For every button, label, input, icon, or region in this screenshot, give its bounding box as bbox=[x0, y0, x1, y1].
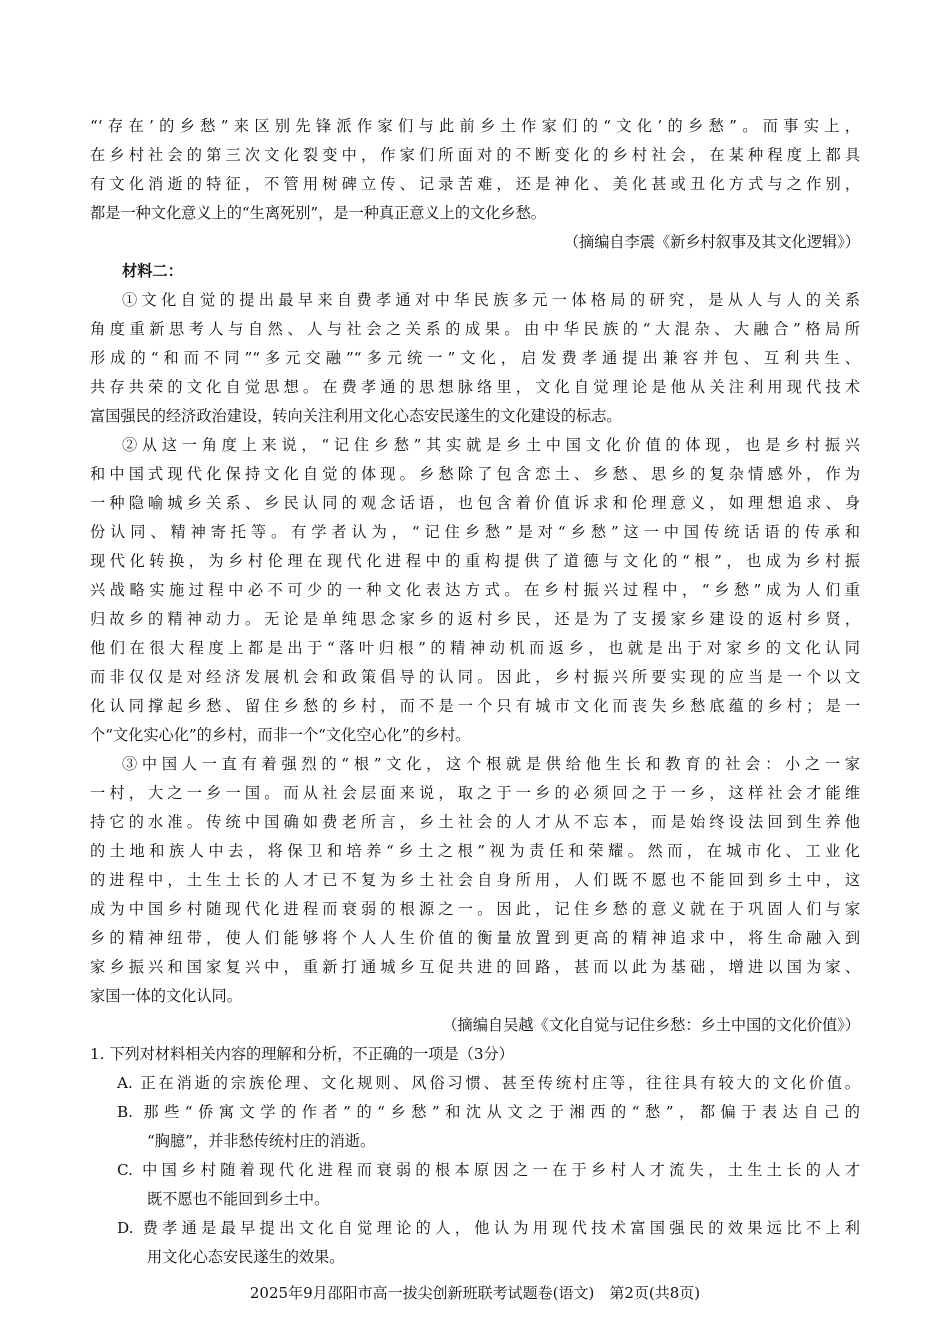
page-footer: 2025年9月邵阳市高一拔尖创新班联考试题卷(语文) 第2页(共8页) bbox=[249, 1284, 701, 1302]
option-d-continuation: 用文化心态安民遂生的效果。 bbox=[147, 1248, 345, 1266]
option-a: A. 正在消逝的宗族伦理、文化规则、风俗习惯、甚至传统村庄等，往往具有较大的文化价值。 bbox=[117, 1074, 860, 1092]
paragraph-3-line: 持它的水准。传统中国确如费老所言，乡土社会的人才从不忘本，而是始终设法回到生养他 bbox=[90, 813, 860, 831]
paragraph-1-line: 形成的“和而不同”“多元交融”“多元统一”文化，启发费孝通提出兼容并包、互利共生、 bbox=[90, 349, 860, 367]
citation-2: （摘编自吴越《文化自觉与记住乡愁：乡土中国的文化价值》） bbox=[442, 1016, 860, 1034]
paragraph-2-line: 现代化转换，为乡村伦理在现代化进程中的重构提供了道德与文化的“根”，也成为乡村振 bbox=[90, 552, 860, 570]
intro-line: 在乡村社会的第三次文化裂变中，作家们所面对的不断变化的乡村社会，在某种程度上都具 bbox=[90, 146, 860, 164]
intro-line: 有文化消逝的特征，不管用树碑立传、记录苦难，还是神化、美化甚或丑化方式与之作别， bbox=[90, 175, 860, 193]
paragraph-2-line: 个“文化实心化”的乡村，而非一个“文化空心化”的乡村。 bbox=[90, 726, 471, 744]
intro-line: “‘存在’的乡愁”来区别先锋派作家们与此前乡土作家们的“文化’的乡愁”。而事实上， bbox=[90, 117, 860, 135]
option-b-continuation: “胸臆”，并非愁传统村庄的消逝。 bbox=[147, 1132, 376, 1150]
paragraph-3-line: 家乡振兴和国家复兴中，重新打通城乡互促共进的回路，甚而以此为基础，增进以国为家、 bbox=[90, 958, 860, 976]
paragraph-2-line: 化认同撑起乡愁、留住乡愁的乡村，而不是一个只有城市文化而丧失乡愁底蕴的乡村；是一 bbox=[90, 697, 860, 715]
paragraph-1-line: ①文化自觉的提出最早来自费孝通对中华民族多元一体格局的研究，是从人与人的关系 bbox=[122, 291, 860, 309]
paragraph-3-line: 一村，大之一乡一国。而从社会层面来说，取之于一乡的必须回之于一乡，这样社会才能维 bbox=[90, 784, 860, 802]
question-stem: 1. 下列对材料相关内容的理解和分析，不正确的一项是（3分） bbox=[90, 1045, 514, 1063]
paragraph-3-line: 乡的精神纽带，使人们能够将个人人生价值的衡量放置到更高的精神追求中，将生命融入到 bbox=[90, 929, 860, 947]
paragraph-2-line: 兴战略实施过程中必不可少的一种文化表达方式。在乡村振兴过程中，“乡愁”成为人们重 bbox=[90, 581, 860, 599]
paragraph-2-line: 归故乡的精神动力。无论是单纯思念家乡的返村乡民，还是为了支援家乡建设的返村乡贤， bbox=[90, 610, 860, 628]
paragraph-3-line: 的土地和族人中去，将保卫和培养“乡土之根”视为责任和荣耀。然而，在城市化、工业化 bbox=[90, 842, 860, 860]
option-b: B. 那些“侨寓文学的作者”的“乡愁”和沈从文之于湘西的“愁”，都偏于表达自己的 bbox=[117, 1103, 860, 1121]
option-c-continuation: 既不愿也不能回到乡土中。 bbox=[147, 1190, 330, 1208]
material-2-heading: 材料二： bbox=[122, 262, 183, 280]
intro-line: 都是一种文化意义上的“生离死别”，是一种真正意义上的文化乡愁。 bbox=[90, 204, 546, 222]
option-c: C. 中国乡村随着现代化进程而衰弱的根本原因之一在于乡村人才流失，土生土长的人才 bbox=[117, 1161, 860, 1179]
paragraph-3-line: 成为中国乡村随现代化进程而衰弱的根源之一。因此，记住乡愁的意义就在于巩固人们与家 bbox=[90, 900, 860, 918]
option-d: D. 费孝通是最早提出文化自觉理论的人，他认为用现代技术富国强民的效果远比不上利 bbox=[117, 1219, 860, 1237]
paragraph-1-line: 角度重新思考人与自然、人与社会之关系的成果。由中华民族的“大混杂、大融合”格局所 bbox=[90, 320, 860, 338]
paragraph-2-line: 份认同、精神寄托等。有学者认为，“记住乡愁”是对“乡愁”这一中国传统话语的传承和 bbox=[90, 523, 860, 541]
paragraph-2-line: 一种隐喻城乡关系、乡民认同的观念话语，也包含着价值诉求和伦理意义，如理想追求、身 bbox=[90, 494, 860, 512]
paragraph-2-line: 和中国式现代化保持文化自觉的体现。乡愁除了包含恋土、乡愁、思乡的复杂情感外，作为 bbox=[90, 465, 860, 483]
paragraph-2-line: ②从这一角度上来说，“记住乡愁”其实就是乡土中国文化价值的体现，也是乡村振兴 bbox=[122, 436, 860, 454]
paragraph-3-line: 的进程中，土生土长的人才已不复为乡土社会自身所用，人们既不愿也不能回到乡土中，这 bbox=[90, 871, 860, 889]
paragraph-1-line: 共存共荣的文化自觉思想。在费孝通的思想脉络里，文化自觉理论是他从关注利用现代技术 bbox=[90, 378, 860, 396]
citation-1: （摘编自李震《新乡村叙事及其文化逻辑》） bbox=[563, 233, 860, 251]
paragraph-2-line: 而非仅仅是对经济发展机会和政策倡导的认同。因此，乡村振兴所要实现的应当是一个以文 bbox=[90, 668, 860, 686]
paragraph-1-line: 富国强民的经济政治建设，转向关注利用文化心态安民遂生的文化建设的标志。 bbox=[90, 407, 622, 425]
paragraph-3-line: 家国一体的文化认同。 bbox=[90, 987, 242, 1005]
paragraph-2-line: 他们在很大程度上都是出于“落叶归根”的精神动机而返乡，也就是出于对家乡的文化认同 bbox=[90, 639, 860, 657]
paragraph-3-line: ③中国人一直有着强烈的“根”文化，这个根就是供给他生长和教育的社会：小之一家 bbox=[122, 755, 860, 773]
